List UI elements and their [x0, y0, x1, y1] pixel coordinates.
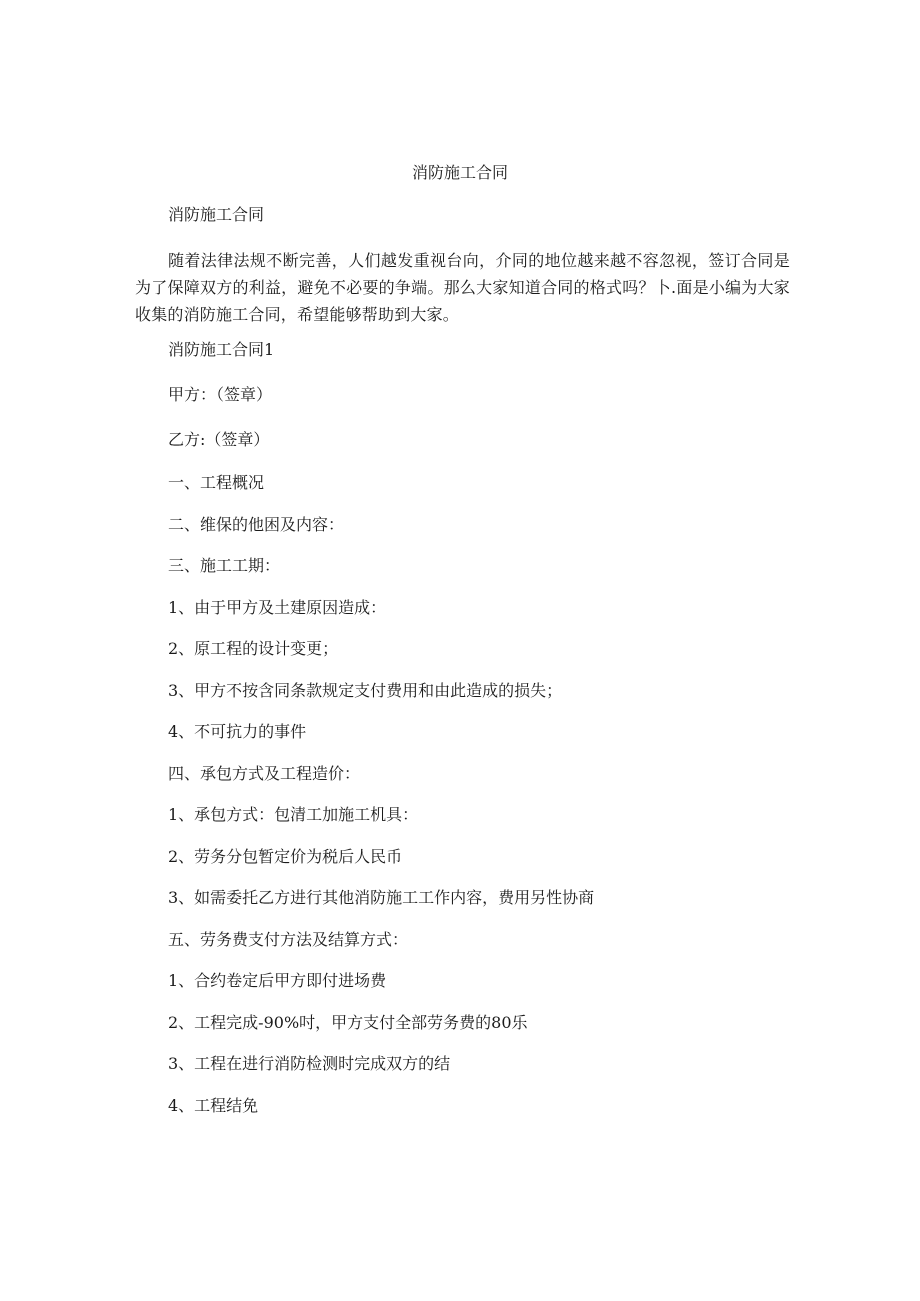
clause-item: 3、如需委托乙方进行其他消防施工工作内容，费用另性协商	[168, 888, 595, 907]
document-subtitle: 消防施工合同	[168, 205, 265, 224]
clause-item: 1、承包方式：包清工加施工机具：	[168, 805, 419, 824]
party-b-line: 乙方:（签章）	[168, 430, 270, 449]
section-heading-contract-1: 消防施工合同1	[168, 340, 275, 359]
clause-item: 2、原工程的设计变更；	[168, 639, 339, 658]
section-heading-1: 一、工程概况	[168, 473, 265, 492]
clause-item: 4、不可抗力的事件	[168, 722, 307, 741]
section-heading-5: 五、劳务费支付方法及结算方式：	[168, 930, 409, 949]
section-heading-3: 三、施工工期：	[168, 556, 281, 575]
intro-paragraph: 随着法律法规不断完善，人们越发重视台向，介同的地位越来越不容忽视，签订合同是为了保障双方的利益，避免不必要的争端。那么大家知道合同的格式吗？卜.面是小编为大家收集的消防施工合同，希望能够帮助到大家。	[135, 251, 790, 324]
party-a-line: 甲方：（签章）	[168, 385, 273, 404]
section-heading-2: 二、维保的他困及内容：	[168, 515, 345, 534]
clause-item: 3、工程在进行消防检测时完成双方的结	[168, 1054, 451, 1073]
clause-item: 1、由于甲方及土建原因造成：	[168, 598, 387, 617]
clause-item: 4、工程结免	[168, 1096, 259, 1115]
clause-item: 1、合约卷定后甲方即付进场费	[168, 971, 387, 990]
clause-item: 2、工程完成-90%吋，甲方支付全部劳务费的80乐	[168, 1013, 528, 1032]
clause-item: 3、甲方不按含同条款规定支付费用和由此造成的损失；	[168, 681, 563, 700]
document-title: 消防施工合同	[411, 163, 508, 182]
section-heading-4: 四、承包方式及工程造价：	[168, 764, 361, 783]
clause-item: 2、劳务分包暂定价为税后人民币	[168, 847, 403, 866]
